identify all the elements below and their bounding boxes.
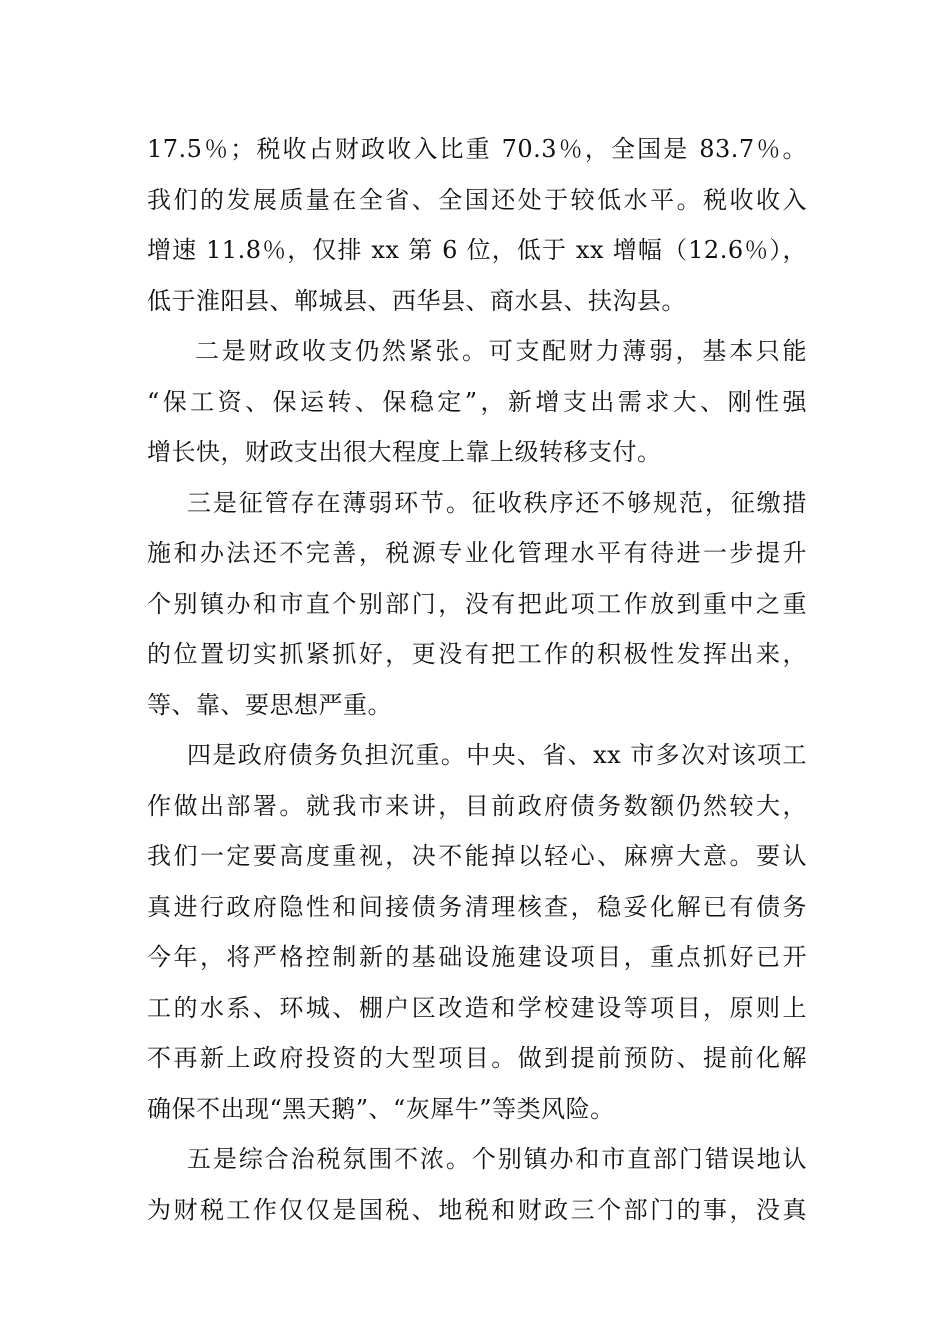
text-line: 增速 11.8％，仅排 xx 第 6 位，低于 xx 增幅（12.6％）， bbox=[147, 236, 807, 264]
text-line: 的位置切实抓紧抓好，更没有把工作的积极性发挥出来， bbox=[147, 640, 807, 668]
text-line: 施和办法还不完善，税源专业化管理水平有待进一步提升 bbox=[147, 539, 807, 567]
text-line: 作做出部署。就我市来讲，目前政府债务数额仍然较大， bbox=[147, 791, 807, 820]
text-line: 增长快，财政支出很大程度上靠上级转移支付。 bbox=[147, 438, 662, 466]
text-line: 等、靠、要思想严重。 bbox=[147, 690, 392, 719]
text-line: 工的水系、环城、棚户区改造和学校建设等项目，原则上 bbox=[147, 993, 807, 1022]
paragraph-tax-atmosphere bbox=[147, 1134, 807, 1235]
text-line: “保工资、保运转、保稳定”，新增支出需求大、刚性强 bbox=[147, 387, 807, 416]
paragraph-tax-ratio bbox=[147, 124, 807, 326]
text-line: 三是征管存在薄弱环节。征收秩序还不够规范，征缴措 bbox=[187, 488, 807, 517]
text-line: 二是财政收支仍然紧张。可支配财力薄弱，基本只能 bbox=[195, 337, 807, 365]
text-line: 我们的发展质量在全省、全国还处于较低水平。税收收入 bbox=[147, 185, 807, 214]
text-line: 今年，将严格控制新的基础设施建设项目，重点抓好已开 bbox=[147, 943, 807, 971]
text-line: 17.5％；税收占财政收入比重 70.3％，全国是 83.7％。 bbox=[147, 135, 807, 163]
text-line: 低于淮阳县、郸城县、西华县、商水县、扶沟县。 bbox=[147, 286, 686, 315]
text-line: 个别镇办和市直个别部门，没有把此项工作放到重中之重 bbox=[147, 589, 807, 618]
text-line: 为财税工作仅仅是国税、地税和财政三个部门的事，没真 bbox=[147, 1195, 807, 1224]
paragraph-collection-weakness bbox=[147, 478, 807, 731]
text-line: 不再新上政府投资的大型项目。做到提前预防、提前化解 bbox=[147, 1044, 807, 1072]
text-line: 我们一定要高度重视，决不能掉以轻心、麻痹大意。要认 bbox=[147, 842, 807, 870]
paragraph-government-debt bbox=[147, 730, 807, 1134]
text-line: 五是综合治税氛围不浓。个别镇办和市直部门错误地认 bbox=[187, 1145, 807, 1173]
paragraph-fiscal-tension bbox=[147, 326, 807, 478]
text-line: 真进行政府隐性和间接债务清理核查，稳妥化解已有债务 bbox=[147, 892, 807, 921]
text-line: 确保不出现“黑天鹅”、“灰犀牛”等类风险。 bbox=[147, 1094, 615, 1123]
document-body bbox=[147, 124, 807, 1235]
text-line: 四是政府债务负担沉重。中央、省、xx 市多次对该项工 bbox=[187, 741, 807, 769]
